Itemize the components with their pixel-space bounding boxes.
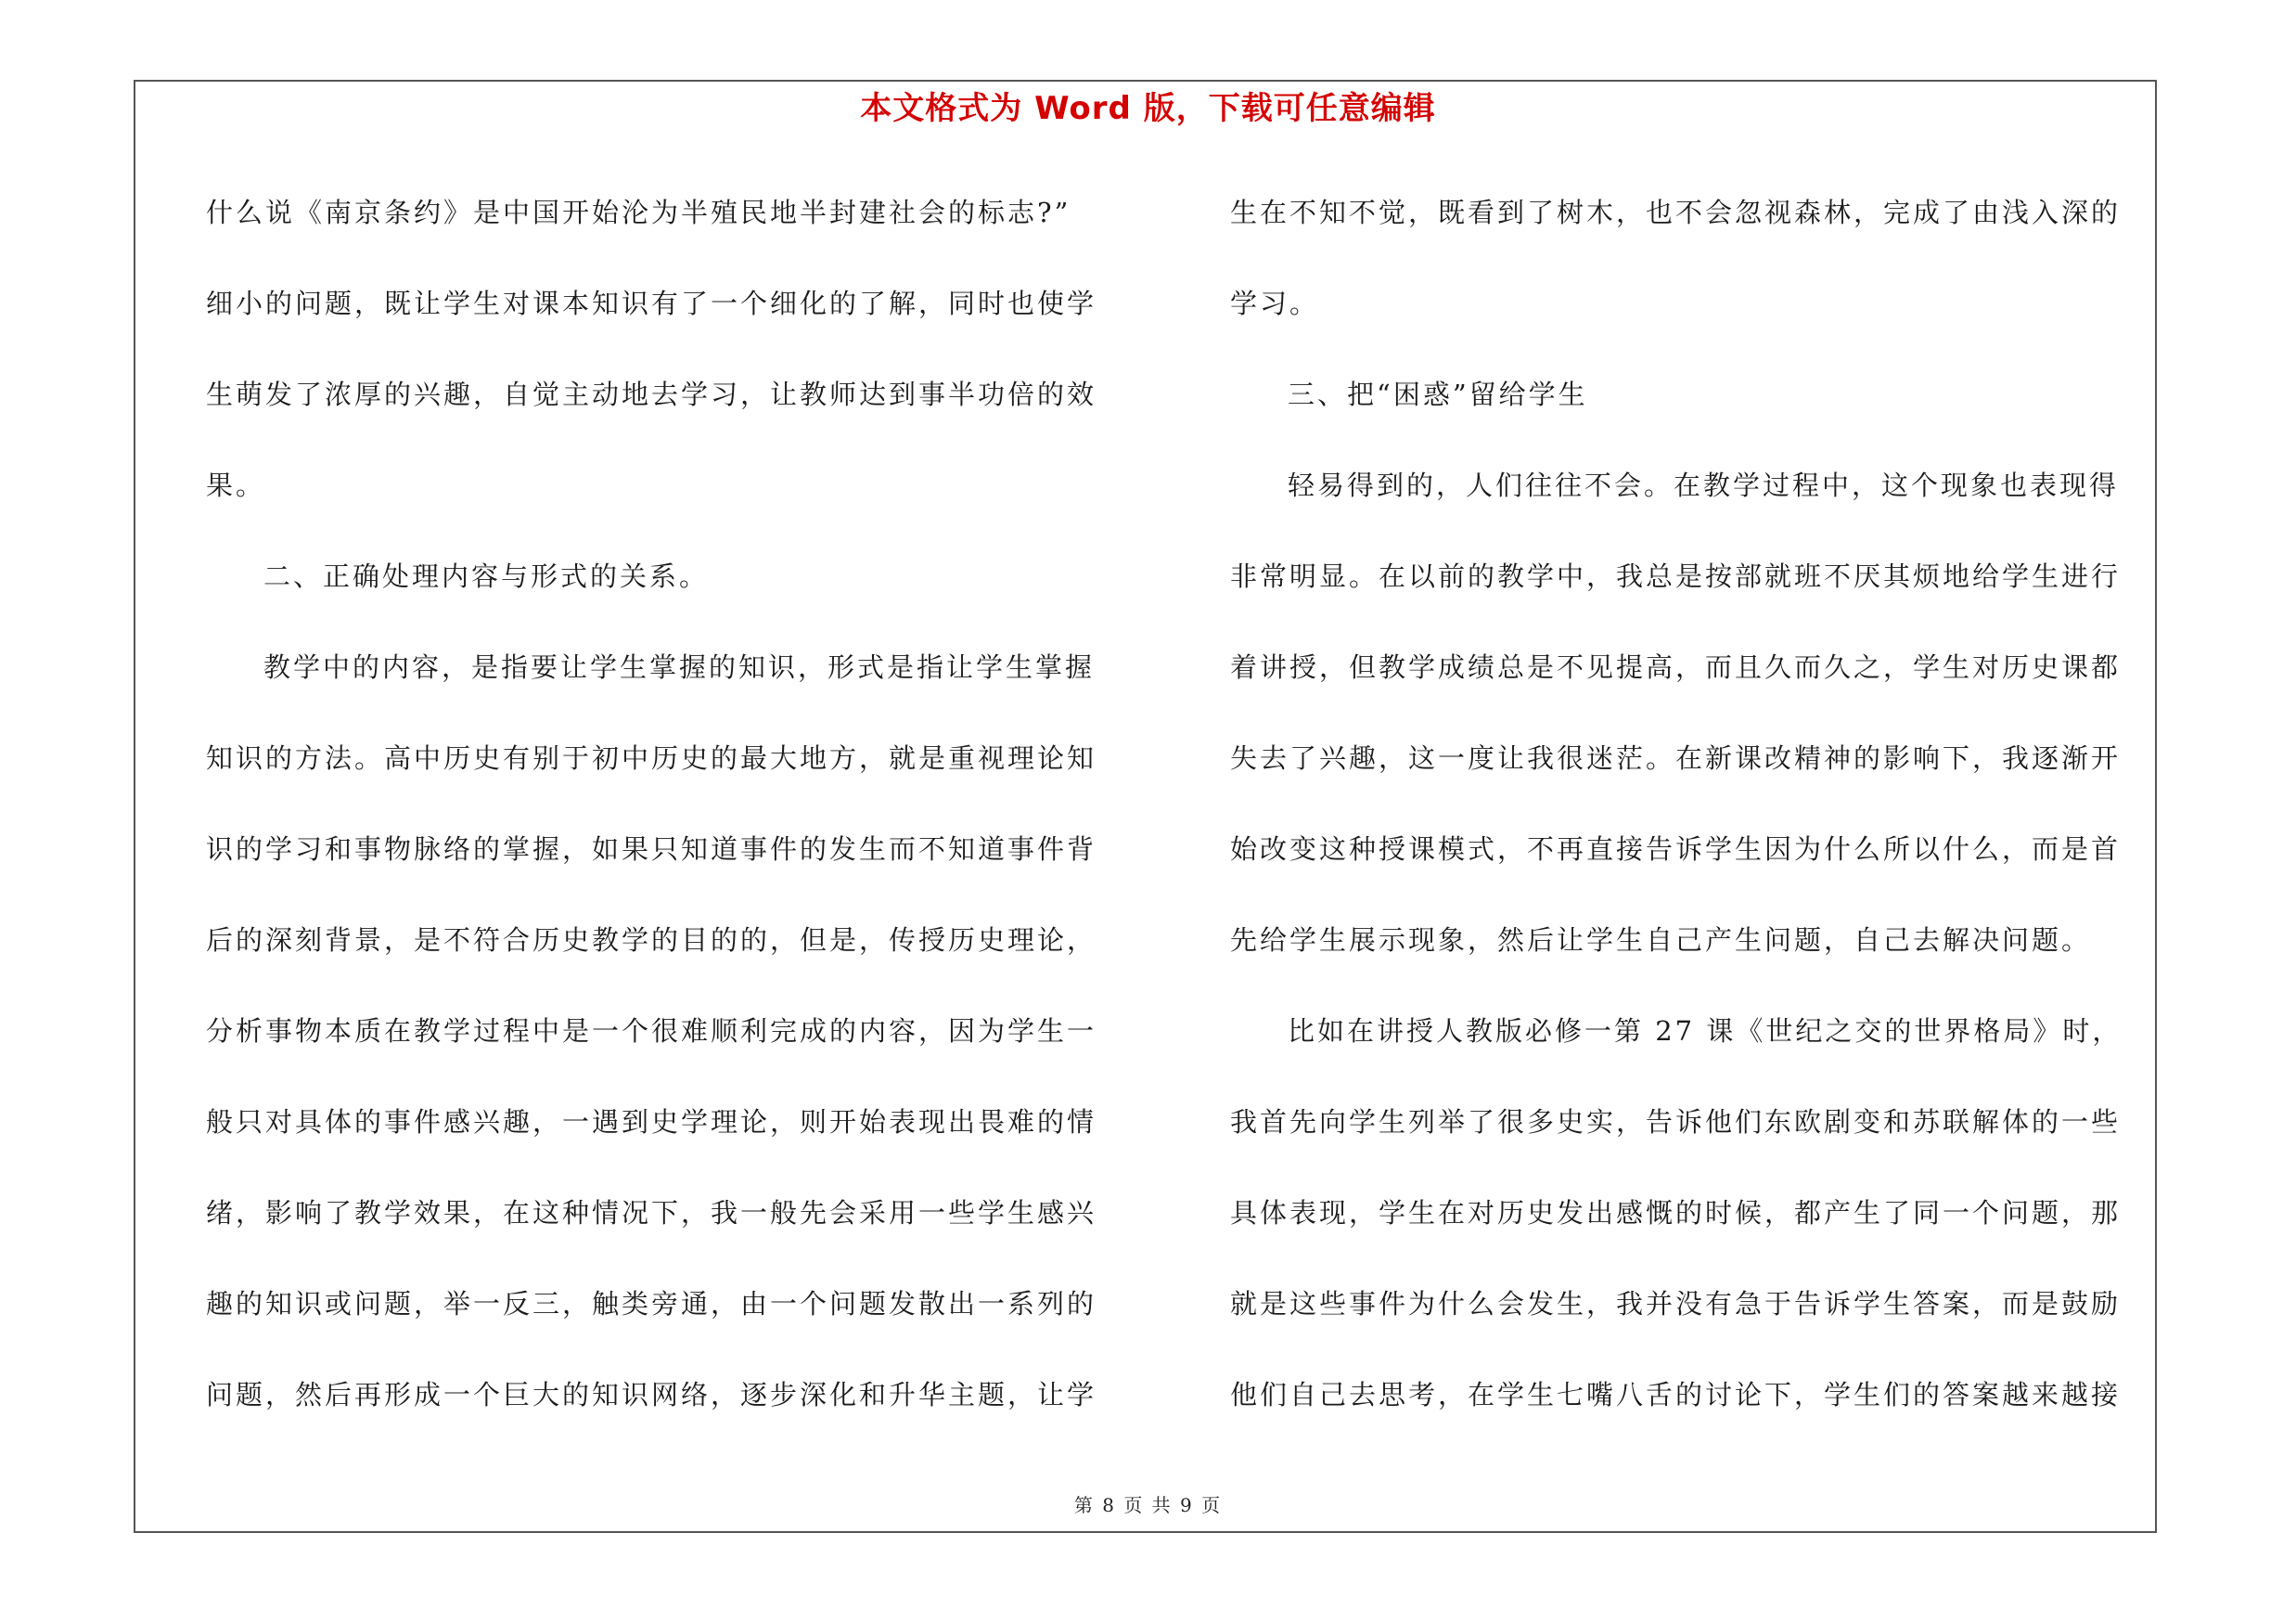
text-line: 学习。 [1230,288,1320,319]
format-banner: 本文格式为 Word 版，下载可任意编辑 [860,90,1436,127]
text-line: 绪，影响了教学效果，在这种情况下，我一般先会采用一些学生感兴 [206,1197,1097,1229]
text-line: 果。 [206,470,266,501]
text-line: 非常明显。在以前的教学中，我总是按部就班不厌其烦地给学生进行 [1230,560,2122,592]
text-line: 问题，然后再形成一个巨大的知识网络，逐步深化和升华主题，让学 [206,1379,1097,1410]
text-line: 识的学习和事物脉络的掌握，如果只知道事件的发生而不知道事件背 [206,833,1097,865]
right-text-column [1230,182,2148,1455]
text-line: 后的深刻背景，是不符合历史教学的目的的，但是，传授历史理论， [206,924,1097,956]
text-line: 轻易得到的，人们往往不会。在教学过程中，这个现象也表现得 [1288,470,2120,501]
text-line: 细小的问题，既让学生对课本知识有了一个细化的了解，同时也使学 [206,288,1097,319]
text-line: 教学中的内容，是指要让学生掌握的知识，形式是指让学生掌握 [263,651,1096,683]
text-line: 他们自己去思考，在学生七嘴八舌的讨论下，学生们的答案越来越接 [1230,1379,2122,1410]
text-line: 着讲授，但教学成绩总是不见提高，而且久而久之，学生对历史课都 [1230,651,2122,683]
text-line: 就是这些事件为什么会发生，我并没有急于告诉学生答案，而是鼓励 [1230,1288,2122,1320]
text-line: 比如在讲授人教版必修一第 27 课《世纪之交的世界格局》时， [1288,1015,2123,1047]
left-text-column [206,182,1124,1455]
text-line: 我首先向学生列举了很多史实，告诉他们东欧剧变和苏联解体的一些 [1230,1106,2122,1138]
text-line: 分析事物本质在教学过程中是一个很难顺利完成的内容，因为学生一 [206,1015,1097,1047]
text-line: 般只对具体的事件感兴趣，一遇到史学理论，则开始表现出畏难的情 [206,1106,1097,1138]
text-line: 失去了兴趣，这一度让我很迷茫。在新课改精神的影响下，我逐渐开 [1230,742,2122,774]
page-number: 第 8 页 共 9 页 [1073,1494,1223,1516]
text-line: 什么说《南京条约》是中国开始沦为半殖民地半封建社会的标志?” [206,197,1071,228]
text-line: 生萌发了浓厚的兴趣，自觉主动地去学习，让教师达到事半功倍的效 [206,379,1097,410]
section-heading: 二、正确处理内容与形式的关系。 [263,560,710,592]
text-line: 趣的知识或问题，举一反三，触类旁通，由一个问题发散出一系列的 [206,1288,1097,1320]
text-line: 始改变这种授课模式，不再直接告诉学生因为什么所以什么，而是首 [1230,833,2122,865]
section-heading: 三、把“困惑”留给学生 [1288,379,1588,410]
text-line: 具体表现，学生在对历史发出感慨的时候，都产生了同一个问题，那 [1230,1197,2122,1229]
text-line: 先给学生展示现象，然后让学生自己产生问题，自己去解决问题。 [1230,924,2092,956]
text-line: 生在不知不觉，既看到了树木，也不会忽视森林，完成了由浅入深的 [1230,197,2122,228]
text-line: 知识的方法。高中历史有别于初中历史的最大地方，就是重视理论知 [206,742,1097,774]
